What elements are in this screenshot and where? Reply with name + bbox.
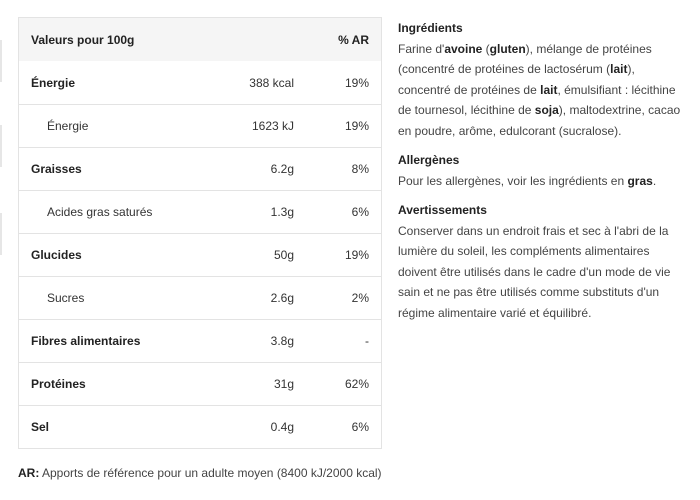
- nutrition-row: [19, 319, 381, 362]
- text-segment: .: [652, 173, 657, 188]
- nutrient-ar: 6%: [351, 420, 369, 434]
- nutrition-row: [19, 190, 381, 233]
- nutrient-ar: 6%: [351, 205, 369, 219]
- nutrition-row: [19, 405, 381, 448]
- warnings-title: Avertissements: [398, 203, 487, 217]
- bold-term: lait: [610, 62, 628, 76]
- nutrition-row: [19, 61, 381, 104]
- bold-term: avoine: [444, 41, 483, 56]
- nutrient-ar: -: [365, 334, 369, 348]
- left-edge-marker: [0, 213, 2, 255]
- nutrition-row: [19, 147, 381, 190]
- allergens-section: [398, 150, 688, 191]
- nutrient-value: 2.6g: [270, 291, 294, 305]
- nutrient-label: Glucides: [31, 248, 82, 262]
- nutrient-label: Énergie: [31, 75, 76, 90]
- nutrient-label: Protéines: [31, 377, 86, 391]
- nutrient-value: 6.2g: [270, 162, 294, 176]
- nutrient-ar: 19%: [344, 75, 369, 90]
- allergens-title: Allergènes: [398, 153, 460, 167]
- text-segment: , émulsifiant : lécithine de tournesol, lécithine de: [398, 82, 676, 117]
- nutrition-row: [19, 104, 381, 147]
- nutrient-label: Énergie: [47, 119, 89, 133]
- nutrient-value: 31g: [273, 377, 294, 391]
- bold-term: lait: [540, 82, 558, 97]
- nutrient-ar: 2%: [351, 291, 369, 305]
- text-segment: Farine d': [398, 41, 445, 56]
- nutrient-ar: 8%: [351, 162, 369, 176]
- bold-term: soja: [534, 103, 559, 117]
- bold-term: gras: [627, 173, 653, 188]
- nutrient-value: 3.8g: [270, 334, 294, 348]
- text-segment: ), maltodextrine, cacao en poudre, arôme, edulcorant (sucralose).: [398, 103, 681, 138]
- nutrient-label: Fibres alimentaires: [31, 334, 141, 348]
- left-edge-marker: [0, 40, 2, 82]
- nutrition-row: [19, 362, 381, 405]
- nutrient-label: Sucres: [47, 291, 85, 305]
- nutrient-value: 388 kcal: [249, 75, 294, 90]
- footnote-key: AR:: [18, 466, 40, 480]
- bold-term: gluten: [489, 41, 526, 56]
- warnings-text: Conserver dans un endroit frais et sec à l'abri de la lumière du soleil, les compléments alimentaires doivent être utilisés dans le cadre d'un mode de vie sain et ne pas être utilisés comme substituts d'un régime alimentaire varié et équilibré.: [398, 223, 671, 320]
- nutrition-row: [19, 276, 381, 319]
- ingredients-text: [398, 39, 688, 142]
- nutrient-value: 50g: [273, 248, 294, 262]
- text-segment: Pour les allergènes, voir les ingrédients en: [398, 173, 628, 188]
- left-edge-marker: [0, 125, 2, 167]
- warnings-section: [398, 200, 688, 323]
- nutrient-label: Sel: [31, 420, 50, 434]
- ar-footnote: [18, 466, 382, 480]
- nutrient-value: 0.4g: [270, 420, 294, 434]
- nutrient-label: Graisses: [31, 162, 82, 176]
- nutrient-ar: 62%: [344, 377, 369, 391]
- nutrient-ar: 19%: [344, 119, 369, 133]
- ingredients-section: [398, 18, 688, 141]
- nutrient-ar: 19%: [344, 248, 369, 262]
- nutrition-table-header: [19, 18, 381, 61]
- product-info: [398, 18, 688, 332]
- nutrition-table: [18, 17, 382, 449]
- header-ar: % AR: [338, 32, 369, 47]
- nutrient-value: 1.3g: [270, 205, 294, 219]
- text-segment: (: [482, 41, 490, 56]
- text-segment: ), mélange de protéines (concentré de protéines de lactosérum (: [398, 41, 652, 76]
- text-segment: ), concentré de protéines de: [398, 62, 635, 97]
- nutrient-label: Acides gras saturés: [47, 205, 153, 219]
- footnote-text: Apports de référence pour un adulte moyen (8400 kJ/2000 kcal): [39, 466, 382, 480]
- header-label: Valeurs pour 100g: [31, 32, 135, 47]
- nutrient-value: 1623 kJ: [251, 119, 294, 133]
- ingredients-title: Ingrédients: [398, 21, 463, 35]
- allergens-text: [398, 171, 688, 192]
- nutrition-row: [19, 233, 381, 276]
